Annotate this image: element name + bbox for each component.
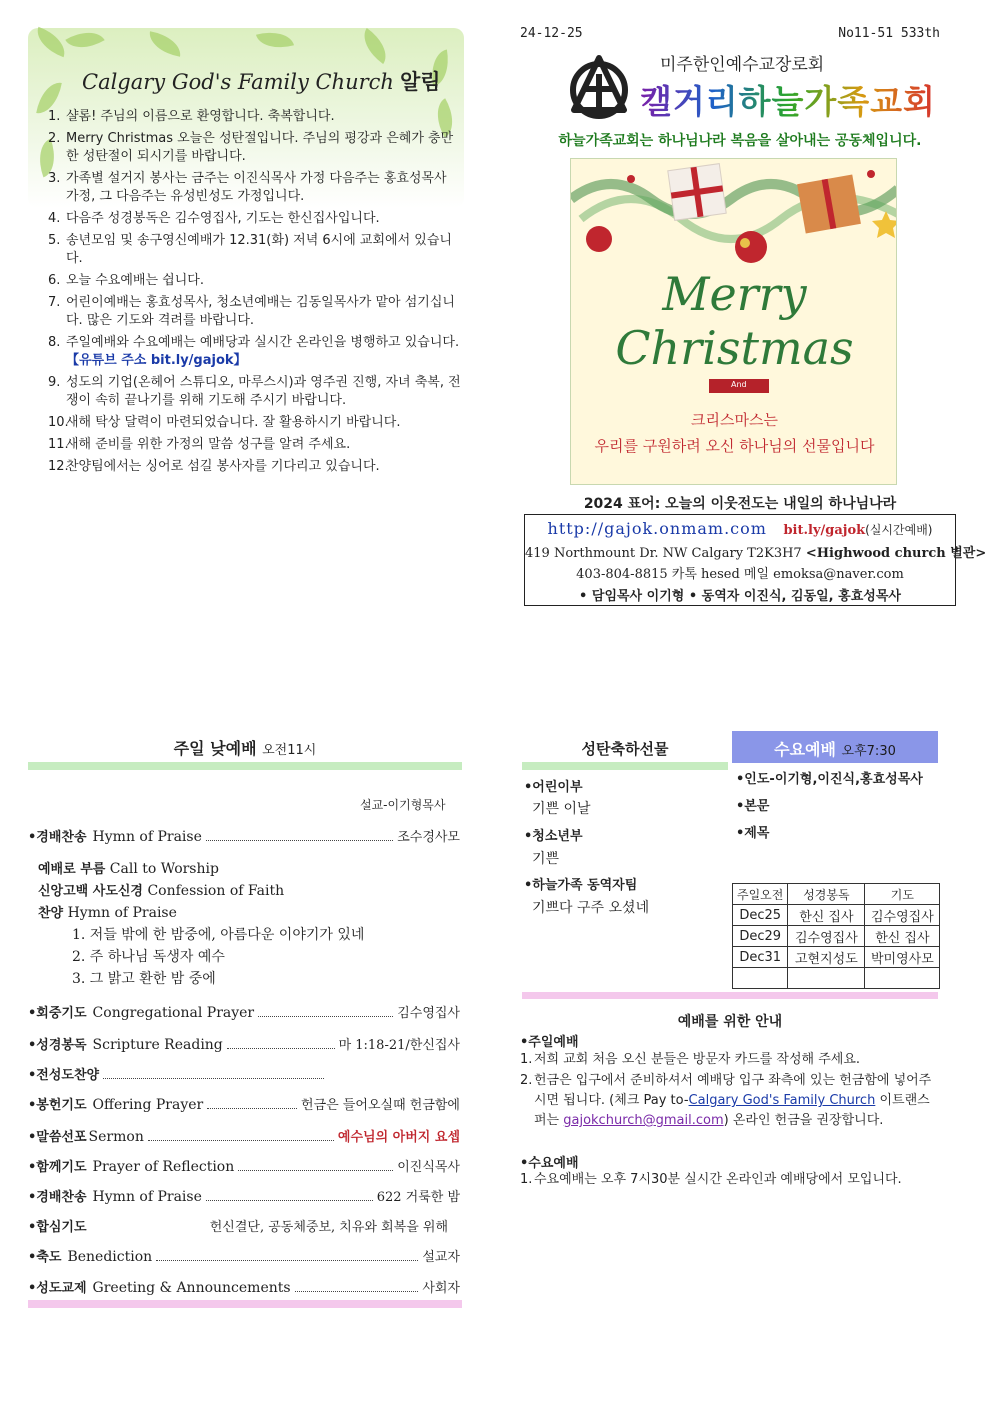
celebration-song: 기쁜: [532, 851, 560, 867]
order-label: •경배찬송: [28, 830, 87, 845]
sub-label: 찬양: [38, 906, 64, 921]
order-row: [28, 1126, 460, 1145]
order-en: Prayer of Reflection: [92, 1159, 235, 1175]
contact-web-line: [525, 519, 955, 538]
table-cell: 박미영사모: [865, 947, 940, 968]
order-label: •축도: [28, 1250, 62, 1265]
table-row: [733, 947, 940, 968]
guide-heading: •주일예배: [520, 1035, 579, 1050]
order-row: [28, 1064, 328, 1083]
leaf-icon: [256, 26, 294, 54]
table-cell: Dec31: [733, 947, 788, 968]
celebration-song: 기쁘다 구주 오셨네: [532, 900, 650, 916]
order-en: Benediction: [67, 1249, 153, 1265]
order-label: •전성도찬양: [28, 1068, 100, 1083]
notice-title: [82, 66, 441, 96]
notice-item: [48, 232, 462, 268]
hymn-verse: 1. 저들 밖에 한 밤중에, 아름다운 이야기가 있네: [72, 927, 365, 943]
hymn-verse: 3. 그 밝고 환한 밤 중에: [72, 971, 216, 987]
order-row: [28, 826, 460, 845]
notice-item: [48, 210, 462, 228]
notice-number: 9.: [48, 375, 61, 390]
guide-text: 저희 교회 처음 오신 분들은 방문자 카드를 작성해 주세요.: [534, 1052, 861, 1067]
church-link[interactable]: Calgary God's Family Church: [688, 1093, 876, 1108]
order-row: [28, 1246, 460, 1265]
order-label: •합심기도: [28, 1220, 87, 1235]
leader-dots: [295, 1281, 419, 1292]
guide-text: [534, 1071, 938, 1131]
order-value: 김수영집사: [397, 1006, 460, 1021]
celebration-song: 기쁜 이날: [532, 801, 591, 817]
order-sub-item: [38, 902, 177, 921]
order-value: 설교자: [422, 1250, 460, 1265]
church-logo-icon: [566, 54, 632, 120]
order-row: [28, 1186, 460, 1205]
venue: <Highwood church 별관>: [805, 546, 987, 561]
divider-bar: [28, 1300, 462, 1308]
guide-heading: •수요예배: [520, 1156, 579, 1171]
merry-christmas-script: [571, 267, 897, 375]
notice-number: 1.: [48, 109, 61, 124]
ribbon-text: And: [731, 380, 747, 389]
sub-en: Hymn of Praise: [67, 905, 177, 921]
notice-text-body: 새해 준비를 위한 가정의 말씀 성구를 알려 주세요.: [66, 437, 351, 452]
contact-box: [524, 514, 987, 606]
wednesday-item: •본문: [736, 799, 770, 814]
sub-label: 예배로 부름: [38, 862, 106, 877]
wednesday-item: •제목: [736, 826, 770, 841]
notice-number: 7.: [48, 295, 61, 310]
leader-dots: [207, 1098, 297, 1109]
notice-item: [48, 170, 462, 206]
notice-text: [66, 130, 462, 166]
guide-text-part: ) 온라인 헌금을 권장합니다.: [723, 1113, 884, 1128]
notice-item: [48, 458, 462, 476]
leader-dots: [206, 830, 393, 841]
order-en: Offering Prayer: [92, 1097, 204, 1113]
leaf-icon: [355, 28, 394, 64]
notice-number: 4.: [48, 211, 61, 226]
leader-dots: [148, 1130, 334, 1141]
order-en: Hymn of Praise: [92, 1189, 202, 1205]
table-cell: Dec29: [733, 926, 788, 947]
notice-title-en: Calgary God's Family Church: [82, 70, 394, 94]
table-row: [733, 905, 940, 926]
notice-text: [66, 108, 462, 126]
guide-title: 예배를 위한 안내: [677, 1014, 783, 1030]
notice-text: [66, 414, 462, 432]
website-link[interactable]: http://gajok.onmam.com: [547, 519, 767, 538]
order-row: [28, 1002, 460, 1021]
notice-text-body: 어린이예배는 홍효성목사, 청소년예배는 김동일목사가 맡아 섬기십니다. 많은 기도와 격려를 바랍니다.: [66, 295, 455, 328]
notice-text-body: 가족별 설거지 봉사는 금주는 이진식목사 가정 다음주는 홍효성목사 가정, 그 다음주는 유성빈성도 가정입니다.: [66, 171, 447, 204]
duty-table: [732, 883, 940, 989]
column-header: 기도: [865, 884, 940, 905]
notice-text-body: 다음주 성경봉독은 김수영집사, 기도는 한신집사입니다.: [66, 211, 380, 226]
order-label: •말씀선포: [28, 1130, 87, 1145]
leader-dots: [227, 1038, 335, 1049]
celebration-group: •하늘가족 동역자팀: [524, 878, 638, 893]
church-name: 캘거리하늘가족교회: [640, 76, 936, 123]
notice-text-body: 성도의 기업(온헤어 스튜디오, 마루스시)과 영주권 진행, 자녀 축복, 전쟁이 속히 끝나기를 위해 기도해 주시기 바랍니다.: [66, 375, 461, 408]
order-label: •봉헌기도: [28, 1098, 87, 1113]
sub-label: 신앙고백 사도신경: [38, 884, 143, 899]
notice-text: [66, 374, 462, 410]
sub-en: Confession of Faith: [147, 883, 285, 899]
table-row: [733, 968, 940, 989]
notice-text: [66, 294, 462, 330]
guide-item: 1. 저희 교회 처음 오신 분들은 방문자 카드를 작성해 주세요.: [520, 1050, 938, 1070]
table-cell: Dec25: [733, 905, 788, 926]
order-row: [28, 1034, 460, 1053]
notice-text-body: 찬양팀에서는 싱어로 섬길 봉사자를 기다리고 있습니다.: [66, 459, 380, 474]
order-sub-item: [38, 858, 219, 877]
order-en: Congregational Prayer: [92, 1005, 255, 1021]
leaf-icon: [65, 23, 104, 57]
bulletin-date: 24-12-25: [520, 26, 583, 41]
notice-text: [66, 170, 462, 206]
notice-text: [66, 232, 462, 268]
order-label: •성경봉독: [28, 1038, 87, 1053]
table-cell: [733, 968, 788, 989]
live-stream-link[interactable]: bit.ly/gajok: [783, 523, 866, 538]
sunday-title-text: 주일 낮예배: [173, 739, 257, 758]
sermon-title: 예수님의 아버지 요셉: [337, 1130, 460, 1145]
order-label: •함께기도: [28, 1160, 87, 1175]
order-label: •회중기도: [28, 1006, 87, 1021]
notice-item: [48, 334, 462, 370]
divider-bar: [522, 992, 938, 999]
table-cell: 한신 집사: [865, 926, 940, 947]
year-slogan: 2024 표어: 오늘의 이웃전도는 내일의 하나님나라: [583, 496, 897, 512]
leaf-icon: [32, 27, 71, 57]
order-value: 헌금은 들어오실때 헌금함에: [301, 1098, 460, 1113]
order-sub-item: [38, 880, 284, 899]
christmas-garland-icon: [571, 159, 897, 269]
divider-bar: [522, 762, 728, 770]
order-en: Sermon: [88, 1129, 144, 1145]
leader-dots: [258, 1006, 393, 1017]
live-suffix: (실시간예배): [865, 523, 933, 537]
table-cell: 김수영집사: [788, 926, 865, 947]
notice-item: [48, 414, 462, 432]
leader-dots: [103, 1068, 324, 1079]
order-row: [28, 1094, 460, 1113]
table-cell: 고현지성도: [788, 947, 865, 968]
notice-item: [48, 294, 462, 330]
youtube-link[interactable]: 【유튜브 주소 bit.ly/gajok】: [66, 353, 247, 368]
table-cell: [865, 968, 940, 989]
sub-en: Call to Worship: [109, 861, 219, 877]
notice-text-body: 주일예배와 수요예배는 예배당과 실시간 온라인을 병행하고 있습니다.: [66, 335, 460, 350]
guide-text: 수요예배는 오후 7시30분 실시간 온라인과 예배당에서 모입니다.: [534, 1172, 902, 1187]
notice-panel: [28, 28, 464, 498]
guide-item: 1. 수요예배는 오후 7시30분 실시간 온라인과 예배당에서 모입니다.: [520, 1170, 938, 1190]
order-label: •성도교제: [28, 1281, 87, 1296]
order-label: •경배찬송: [28, 1190, 87, 1205]
wednesday-time: 오후7:30: [841, 744, 896, 759]
celebration-title: 성탄축하선물: [581, 740, 669, 758]
notice-text: [66, 458, 462, 476]
notice-number: 10.: [48, 415, 69, 430]
notice-number: 5.: [48, 233, 61, 248]
notice-text-body: 새해 탁상 달력이 마련되었습니다. 잘 활용하시기 바랍니다.: [66, 415, 401, 430]
christmas-card: [570, 158, 897, 485]
notice-number: 2.: [48, 131, 61, 146]
notice-number: 6.: [48, 273, 61, 288]
table-cell: 김수영집사: [865, 905, 940, 926]
notice-item: [48, 272, 462, 290]
notice-list: [48, 108, 462, 480]
order-value: 조수경사모: [397, 830, 460, 845]
contact-address-line: [525, 542, 987, 561]
table-row: [733, 926, 940, 947]
divider-bar: [28, 762, 462, 770]
order-value: 사회자: [422, 1281, 460, 1296]
contact-phone-line: 403-804-8815 카톡 hesed 메일 emoksa@naver.com: [576, 567, 904, 582]
notice-text-body: Merry Christmas 오늘은 성탄절입니다. 주님의 평강과 은혜가 충만한 성탄절이 되시기를 바랍니다.: [66, 131, 454, 164]
notice-number: 3.: [48, 171, 61, 186]
notice-item: [48, 130, 462, 166]
merry-text: Merry: [662, 267, 807, 321]
order-en: Greeting & Announcements: [92, 1280, 291, 1296]
christmas-text: Christmas: [615, 321, 854, 375]
order-row: [28, 1216, 460, 1235]
notice-text: [66, 272, 462, 290]
column-header: 성경봉독: [788, 884, 865, 905]
order-value: 마 1:18-21/한신집사: [338, 1038, 460, 1053]
guide-text-part: 이트랜스퍼는: [534, 1093, 930, 1128]
guide-item: 2. 헌금은 입구에서 준비하셔서 예배당 입구 좌측에 있는 헌금함에 넣어주시면 됩니다. (체크 Pay to-Calgary God's Family Church 이트랜스퍼는 gajokchurch@gmail.com) 온라인 헌금을 권장합니다.: [520, 1071, 938, 1131]
notice-number: 12.: [48, 459, 69, 474]
table-cell: 한신 집사: [788, 905, 865, 926]
order-en: Hymn of Praise: [92, 829, 202, 845]
celebration-group: •어린이부: [524, 780, 583, 795]
notice-number: 8.: [48, 335, 61, 350]
denomination: 미주한인예수교장로회: [660, 55, 825, 75]
order-en: Scripture Reading: [92, 1037, 223, 1053]
leader-dots: [238, 1160, 393, 1171]
notice-item: [48, 108, 462, 126]
notice-text-body: 오늘 수요예배는 쉽니다.: [66, 273, 204, 288]
sunday-service-title: [28, 736, 462, 759]
wednesday-item: •인도-이기형,이진식,홍효성목사: [736, 772, 923, 787]
order-row: [28, 1277, 460, 1296]
column-header: 주일오전: [733, 884, 788, 905]
notice-item: [48, 436, 462, 454]
leader-dots: [206, 1190, 373, 1201]
order-value: 헌신결단, 공동체중보, 치유와 회복을 위해: [209, 1220, 448, 1235]
address: 419 Northmount Dr. NW Calgary T2K3H7: [525, 546, 802, 561]
notice-text: [66, 334, 462, 370]
table-cell: [788, 968, 865, 989]
notice-item: [48, 374, 462, 410]
celebration-group: •청소년부: [524, 829, 583, 844]
wednesday-title-text: 수요예배: [774, 740, 836, 759]
notice-text-body: 송년모임 및 송구영신예배가 12.31(화) 저녁 6시에 교회에서 있습니다.: [66, 233, 452, 266]
guide-text-part: 헌금은 입구에서 준비하셔서 예배당 입구 좌측에 있는 헌금함에 넣어주시면 됩니다. (체크 Pay to-: [534, 1073, 932, 1108]
wednesday-title: [732, 737, 938, 760]
preacher: 설교-이기형목사: [360, 798, 446, 812]
hymn-verse: 2. 주 하나님 독생자 예수: [72, 949, 225, 965]
christmas-message-2: 우리를 구원하려 오신 하나님의 선물입니다: [594, 437, 875, 455]
email-link[interactable]: gajokchurch@gmail.com: [563, 1113, 724, 1128]
leader-dots: [156, 1250, 418, 1261]
leaf-icon: [147, 31, 184, 57]
notice-text-body: 샬롬! 주님의 이름으로 환영합니다. 축복합니다.: [66, 109, 335, 124]
sunday-time: 오전11시: [262, 743, 317, 758]
order-value: 이진식목사: [397, 1160, 460, 1175]
bulletin-issue: No11-51 533th: [838, 26, 940, 41]
table-header-row: [733, 884, 940, 905]
order-row: [28, 1156, 460, 1175]
notice-text: [66, 210, 462, 228]
notice-text: [66, 436, 462, 454]
notice-title-ko: 알림: [399, 70, 441, 94]
christmas-message-1: 크리스마스는: [691, 411, 778, 429]
order-value: 622 거룩한 밤: [376, 1190, 460, 1205]
church-motto: 하늘가족교회는 하나님나라 복음을 살아내는 공동체입니다.: [558, 133, 922, 149]
ribbon: [709, 379, 769, 393]
staff-line: • 담임목사 이기형 • 동역자 이진식, 김동일, 홍효성목사: [579, 589, 901, 604]
notice-number: 11.: [48, 437, 69, 452]
